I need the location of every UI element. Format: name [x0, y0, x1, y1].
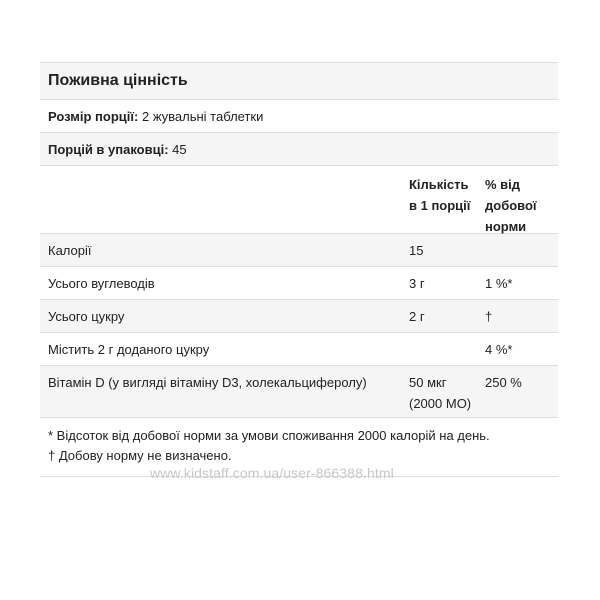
- serving-size-row: [40, 100, 558, 133]
- nutrient-name: Містить 2 г доданого цукру: [48, 341, 210, 357]
- nutrient-amount: 3 г: [409, 275, 425, 291]
- nutrient-amount-line1: 50 мкг: [409, 375, 447, 390]
- header-amount-line1: Кількість: [409, 177, 469, 192]
- header-dv-line2: добової: [485, 198, 537, 213]
- footnote-daily-value: * Відсоток від добової норми за умови споживання 2000 калорій на день.: [48, 428, 490, 443]
- nutrient-amount: 15: [409, 242, 424, 258]
- nutrient-dv: 4 %*: [485, 341, 513, 357]
- table-row: [40, 333, 558, 366]
- footnote-not-established: † Добову норму не визначено.: [48, 448, 232, 463]
- table-row: [40, 366, 558, 418]
- panel-title: Поживна цінність: [48, 72, 188, 89]
- nutrient-amount-line2: (2000 МО): [409, 396, 472, 411]
- watermark-text: www.kidstaff.com.ua/user-866388.html: [150, 465, 394, 481]
- serving-size-label: Розмір порції:: [48, 108, 139, 124]
- nutrient-amount: 2 г: [409, 308, 425, 324]
- nutrient-name: Усього цукру: [48, 308, 125, 324]
- panel-title-row: [40, 63, 558, 100]
- table-row: [40, 300, 558, 333]
- column-header-row: [40, 166, 558, 234]
- nutrient-dv: 1 %*: [485, 275, 513, 291]
- header-dv-line1: % від: [485, 177, 521, 192]
- nutrient-name: Усього вуглеводів: [48, 275, 155, 291]
- header-amount-line2: в 1 порції: [409, 198, 471, 213]
- servings-per-container-row: [40, 133, 558, 166]
- nutrient-amount: [402, 372, 479, 414]
- header-dv-line3: норми: [485, 219, 527, 234]
- nutrient-dv: 250 %: [485, 375, 522, 390]
- nutrient-dv: †: [485, 308, 493, 324]
- table-row: [40, 267, 558, 300]
- nutrition-facts-panel: [40, 62, 558, 477]
- header-amount-cell: [402, 174, 479, 216]
- servings-label: Порцій в упаковці:: [48, 141, 169, 157]
- nutrient-name: Калорії: [48, 242, 92, 258]
- header-dv-cell: [479, 174, 558, 237]
- serving-size-value: 2 жувальні таблетки: [138, 108, 264, 124]
- table-row: [40, 234, 558, 267]
- servings-value: 45: [168, 141, 187, 157]
- nutrient-name: Вітамін D (у вигляді вітаміну D3, холекальциферолу): [48, 375, 367, 390]
